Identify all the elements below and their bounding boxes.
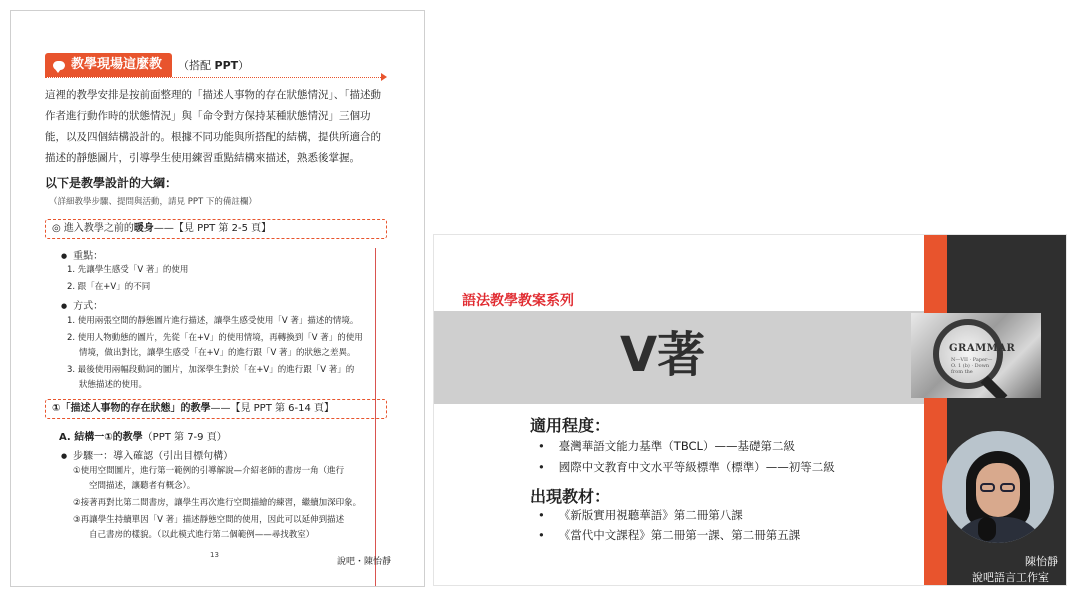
section-rule [45, 77, 385, 78]
material-item: • 《當代中文課程》第二冊第一課、第二冊第五課 [538, 527, 800, 543]
method-item: 情境，做出對比，讓學生感受「在+V」的進行跟「V 著」的狀態之差異。 [79, 348, 356, 358]
footer-brand: 說吧・陳怡靜 [337, 557, 392, 567]
method-item: 3. 最後使用兩幅段動詞的圖片，加深學生對於「在+V」的進行跟「V 著」的 [67, 365, 355, 375]
step-line: ③再讓學生持續單因「V 著」描述靜態空間的使用，因此可以延伸到描述 [73, 515, 345, 525]
outline-title: 以下是教學設計的大綱： [45, 176, 178, 190]
method-label: ● 方式： [61, 297, 103, 312]
grammar-magnifier-image [911, 313, 1041, 398]
existence-box: ①「描述人事物的存在狀態」的教學——【見 PPT 第 6-14 頁】 [45, 399, 387, 419]
outline-note: （詳細教學步驟、提問與活動，請見 PPT 下的備註欄） [49, 197, 257, 207]
section-header [45, 53, 249, 77]
step-line: 自己書房的樣貌。（以此模式進行第二個範例——尋找教室） [89, 530, 315, 540]
level-item: • 國際中文教育中文水平等級標準（標準）——初等二級 [538, 459, 835, 475]
presenter-avatar [942, 431, 1054, 543]
step-line: 空間描述，讓聽者有概念）。 [89, 481, 196, 491]
level-item: • 臺灣華語文能力基準（TBCL）——基礎第二級 [538, 438, 795, 454]
section-note: （搭配 PPT） [178, 59, 250, 72]
method-item: 2. 使用人物動態的圖片，先從「在+V」的使用情境，再轉換到「V 著」的使用 [67, 333, 363, 343]
method-item: 1. 使用兩張空間的靜態圖片進行描述，讓學生感受使用「V 著」描述的情境。 [67, 316, 359, 326]
intro-paragraph: 這裡的教學安排是按前面整理的「描述人事物的存在狀態情況」、「描述動作者進行動作時的狀態情況」與「命令對方保持某種狀態情況」三個功能，以及四個結構設計的。根據不同功能與所搭配的結構，提供所適合的描述的靜態圖片，引導學生使用練習重點結構來描述，熟悉後掌握。 [45, 89, 381, 164]
speaker-studio: 說吧語言工作室 [972, 571, 1049, 584]
orange-stripe [924, 235, 947, 586]
material-item: • 《新版實用視聽華語》第二冊第八課 [538, 507, 743, 523]
step-one-label: ● 步驟一：導入確認（引出目標句構） [61, 447, 233, 462]
step-line: ①使用空間圖片，進行第一範例的引導解說—介紹老師的書房一角（進行 [73, 466, 345, 476]
structure-one-heading: A. 結構一①的教學（PPT 第 7-9 頁） [59, 432, 227, 443]
magnifier-icon: GRAMMAR N—VII · Paper—O. 1 (b) · Down from the [933, 319, 1003, 389]
title-slide [433, 234, 1067, 586]
key-point-item: 2. 跟「在+V」的不同 [67, 282, 151, 292]
key-point-item: 1. 先讓學生感受「V 著」的使用 [67, 265, 189, 275]
series-title: 語法教學教案系列 [462, 293, 574, 309]
page-number: 13 [210, 551, 219, 559]
main-title: V著 [620, 327, 706, 383]
speaker-name: 陳怡靜 [1025, 555, 1058, 568]
step-line: ②接著再對比第二間書房，讓學生再次進行空間描繪的練習，繼續加深印象。 [73, 498, 362, 508]
magnifier-handle [981, 376, 1008, 398]
method-item: 狀態描述的使用。 [79, 380, 148, 390]
document-page [10, 10, 425, 587]
section-arrow-icon [381, 73, 387, 81]
level-heading: 適用程度： [530, 416, 611, 435]
section-badge [45, 53, 172, 77]
warmup-box: ◎ 進入教學之前的暖身——【見 PPT 第 2-5 頁】 [45, 219, 387, 239]
section-label: 教學現場這麼教 [71, 57, 163, 72]
speech-bubble-icon [53, 61, 65, 70]
key-points-label: ● 重點： [61, 247, 103, 262]
microphone-icon [978, 517, 996, 541]
materials-heading: 出現教材： [530, 487, 611, 506]
